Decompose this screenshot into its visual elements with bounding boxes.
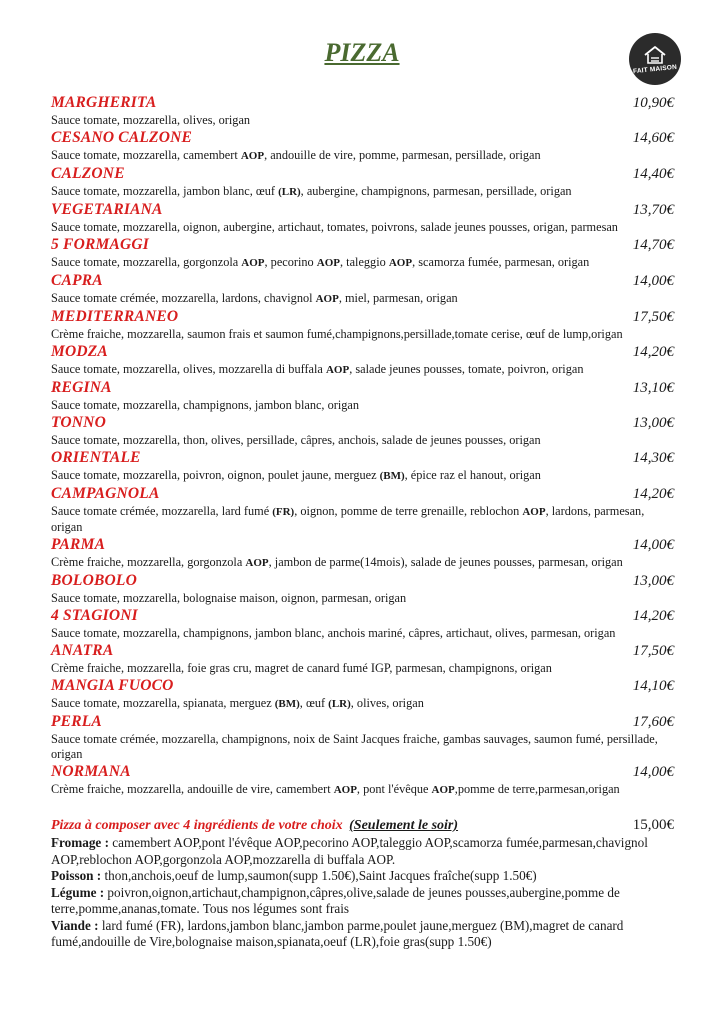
item-description (51, 433, 674, 448)
item-description (51, 468, 674, 484)
item-name: VEGETARIANA (51, 201, 163, 218)
description-text: , aubergine, champignons, parmesan, persillade, origan (300, 184, 572, 198)
menu-item-header (51, 641, 674, 661)
compose-title (51, 816, 458, 836)
compose-line-label: Poisson : (51, 868, 102, 883)
menu-item-header (51, 342, 674, 362)
menu-item (51, 128, 674, 164)
compose-line-label: Viande : (51, 917, 99, 933)
menu-item-header (51, 606, 674, 626)
description-text: , andouille de vire, pomme, parmesan, persillade, origan (264, 148, 541, 162)
item-name: CESANO CALZONE (51, 129, 193, 146)
description-text: Sauce tomate crémée, mozzarella, champignons, noix de Saint Jacques fraiche, gambas sauvages, saumon fumé, persillade, origan (51, 732, 658, 761)
menu-item (51, 307, 674, 342)
page-title: PIZZA (324, 38, 400, 67)
description-text: , œuf (299, 696, 329, 710)
item-price: 14,20€ (632, 608, 674, 624)
menu-item-header (51, 571, 674, 591)
item-price: 14,10€ (632, 678, 674, 694)
menu-item (51, 200, 674, 235)
item-description (51, 504, 674, 535)
label-tag: (BM) (274, 698, 300, 710)
fait-maison-badge (629, 33, 681, 85)
description-text: , scamorza fumée, parmesan, origan (412, 255, 590, 269)
badge-label: FAIT MAISON (632, 63, 678, 76)
label-tag: AOP (431, 784, 455, 796)
label-tag: AOP (315, 293, 339, 305)
label-tag: AOP (325, 364, 350, 376)
house-icon (643, 45, 667, 65)
compose-line (51, 835, 666, 868)
item-description (51, 113, 674, 128)
item-price: 13,00€ (632, 415, 674, 431)
item-price: 14,20€ (632, 486, 674, 502)
menu-item (51, 676, 674, 712)
item-description (51, 732, 674, 762)
label-tag: AOP (241, 257, 265, 269)
item-name: PARMA (51, 536, 106, 553)
description-text: , taleggio (340, 255, 389, 269)
item-description (51, 362, 674, 378)
item-name: PERLA (51, 713, 102, 730)
description-text: Crème fraiche, mozzarella, andouille de vire, camembert (51, 782, 334, 796)
label-tag: (LR) (328, 698, 351, 710)
menu-item (51, 641, 674, 676)
description-text: Sauce tomate, mozzarella, jambon blanc, œuf (51, 184, 279, 198)
description-text: Sauce tomate, mozzarella, olives, origan (51, 113, 251, 127)
item-price: 14,40€ (632, 166, 674, 182)
item-description (51, 327, 674, 342)
description-text: Sauce tomate, mozzarella, poivron, oignon, poulet jaune, merguez (51, 468, 380, 482)
item-description (51, 184, 674, 200)
description-text: Sauce tomate crémée, mozzarella, lardons, chavignol (51, 291, 316, 305)
description-text: , miel, parmesan, origan (338, 291, 458, 305)
pizza-menu (51, 93, 674, 798)
compose-line-label: Légume : (51, 884, 105, 900)
compose-line (51, 868, 666, 885)
item-price: 14,00€ (632, 537, 674, 553)
menu-item-header (51, 200, 674, 220)
item-price: 13,00€ (632, 573, 674, 589)
item-price: 14,30€ (632, 450, 674, 466)
description-text: Sauce tomate, mozzarella, olives, mozzarella di buffala (51, 362, 326, 376)
compose-header (51, 815, 674, 835)
item-price: 14,20€ (632, 344, 674, 360)
item-description (51, 591, 674, 606)
menu-item-header (51, 164, 674, 184)
item-name: CAPRA (51, 272, 103, 289)
label-tag: AOP (316, 257, 341, 269)
item-name: MARGHERITA (51, 94, 157, 111)
menu-item (51, 762, 674, 798)
compose-line-text: lard fumé (FR), lardons,jambon blanc,jambon parme,poulet jaune,merguez (BM),magret de canard fumé,andouille de Vire,bolognaise maison,spianata,oeuf (LR),foie gras(supp 1.50€) (51, 917, 624, 949)
compose-line (51, 885, 666, 918)
item-description (51, 220, 674, 235)
compose-title-text: Pizza à composer avec 4 ingrédients de votre choix (51, 818, 343, 833)
item-name: MEDITERRANEO (51, 308, 179, 325)
menu-item-header (51, 413, 674, 433)
menu-item-header (51, 307, 674, 327)
description-text: , pecorino (264, 255, 317, 269)
menu-item (51, 93, 674, 128)
menu-item-header (51, 271, 674, 291)
item-name: TONNO (51, 414, 106, 431)
description-text: Sauce tomate, mozzarella, bolognaise maison, oignon, parmesan, origan (51, 591, 407, 605)
menu-item (51, 712, 674, 762)
label-tag: (LR) (278, 186, 301, 198)
menu-item-header (51, 484, 674, 504)
item-price: 17,50€ (632, 643, 674, 659)
item-name: 5 FORMAGGI (51, 236, 150, 253)
description-text: Sauce tomate, mozzarella, thon, olives, persillade, câpres, anchois, salade de jeunes pousses, origan (51, 433, 541, 447)
menu-item (51, 342, 674, 378)
item-description (51, 661, 674, 676)
menu-item-header (51, 93, 674, 113)
description-text: Crème fraiche, mozzarella, gorgonzola (51, 555, 246, 569)
label-tag: (BM) (379, 470, 405, 482)
label-tag: AOP (245, 557, 269, 569)
menu-item-header (51, 128, 674, 148)
item-price: 14,70€ (632, 237, 674, 253)
description-text: Sauce tomate crémée, mozzarella, lard fumé (51, 504, 273, 518)
menu-item (51, 235, 674, 271)
description-text: Sauce tomate, mozzarella, spianata, merguez (51, 696, 275, 710)
description-text: Sauce tomate, mozzarella, oignon, aubergine, artichaut, tomates, poivrons, salade jeunes pousses, origan, parmesan (51, 220, 618, 234)
compose-price: 15,00€ (632, 817, 674, 833)
compose-note: (Seulement le soir) (349, 818, 459, 833)
description-text: Crème fraiche, mozzarella, saumon frais et saumon fumé,champignons,persillade,tomate cerise, œuf de lump,origan (51, 327, 623, 341)
item-name: BOLOBOLO (51, 572, 137, 589)
description-text: , pont l'évêque (356, 782, 432, 796)
description-text: Sauce tomate, mozzarella, champignons, jambon blanc, anchois mariné, câpres, artichaut, olives, parmesan, origan (51, 626, 616, 640)
item-name: ORIENTALE (51, 449, 141, 466)
menu-item (51, 484, 674, 535)
description-text: Sauce tomate, mozzarella, champignons, jambon blanc, origan (51, 398, 359, 412)
menu-item-header (51, 535, 674, 555)
item-description (51, 555, 674, 571)
item-name: MANGIA FUOCO (51, 677, 174, 694)
description-text: , oignon, pomme de terre grenaille, reblochon (294, 504, 523, 518)
item-price: 14,00€ (632, 764, 674, 780)
menu-item-header (51, 676, 674, 696)
description-text: Crème fraiche, mozzarella, foie gras cru, magret de canard fumé IGP, parmesan, champignons, origan (51, 661, 552, 675)
item-description (51, 148, 674, 164)
item-price: 17,50€ (632, 309, 674, 325)
menu-item-header (51, 712, 674, 732)
description-text: , épice raz el hanout, origan (404, 468, 541, 482)
item-description (51, 626, 674, 641)
item-price: 13,10€ (632, 380, 674, 396)
item-description (51, 291, 674, 307)
item-description (51, 255, 674, 271)
label-tag: AOP (388, 257, 413, 269)
menu-item (51, 571, 674, 606)
compose-line (51, 918, 666, 951)
item-name: CAMPAGNOLA (51, 485, 160, 502)
description-text: , lardons, parmesan, origan (51, 504, 645, 534)
menu-item-header (51, 448, 674, 468)
item-name: ANATRA (51, 642, 114, 659)
compose-line-label: Fromage : (51, 835, 109, 850)
menu-item-header (51, 235, 674, 255)
menu-item (51, 448, 674, 484)
item-name: MODZA (51, 343, 108, 360)
label-tag: (FR) (272, 506, 295, 518)
item-price: 13,70€ (632, 202, 674, 218)
description-text: ,pomme de terre,parmesan,origan (454, 782, 620, 796)
menu-item (51, 606, 674, 641)
compose-body (51, 835, 666, 951)
menu-item (51, 535, 674, 571)
menu-item (51, 164, 674, 200)
compose-line-text: poivron,oignon,artichaut,champignon,câpres,olive,salade de jeunes pousses,aubergine,pomme de terre,pomme,ananas,tomate. Tous nos légumes sont frais (51, 884, 620, 916)
menu-item (51, 413, 674, 448)
label-tag: AOP (333, 784, 357, 796)
menu-item (51, 271, 674, 307)
item-name: NORMANA (51, 763, 131, 780)
item-price: 17,60€ (632, 714, 674, 730)
item-price: 10,90€ (632, 95, 674, 111)
menu-item-header (51, 378, 674, 398)
item-name: REGINA (51, 379, 112, 396)
item-price: 14,60€ (632, 130, 674, 146)
item-name: 4 STAGIONI (51, 607, 138, 624)
item-description (51, 696, 674, 712)
item-price: 14,00€ (632, 273, 674, 289)
item-name: CALZONE (51, 165, 125, 182)
label-tag: AOP (522, 506, 546, 518)
menu-item-header (51, 762, 674, 782)
description-text: , salade jeunes pousses, tomate, poivron, origan (349, 362, 584, 376)
item-description (51, 782, 674, 798)
description-text: , jambon de parme(14mois), salade de jeunes pousses, parmesan, origan (268, 555, 623, 569)
description-text: Sauce tomate, mozzarella, gorgonzola (51, 255, 242, 269)
description-text: , olives, origan (350, 696, 424, 710)
compose-section (51, 815, 674, 951)
item-description (51, 398, 674, 413)
menu-item (51, 378, 674, 413)
compose-line-text: thon,anchois,oeuf de lump,saumon(supp 1.50€),Saint Jacques fraîche(supp 1.50€) (101, 868, 537, 883)
compose-line-text: camembert AOP,pont l'évêque AOP,pecorino AOP,taleggio AOP,scamorza fumée,parmesan,chavignol AOP,reblochon AOP,gorgonzola AOP,mozzarella di buffala AOP. (51, 835, 648, 867)
description-text: Sauce tomate, mozzarella, camembert (51, 148, 241, 162)
label-tag: AOP (240, 150, 265, 162)
